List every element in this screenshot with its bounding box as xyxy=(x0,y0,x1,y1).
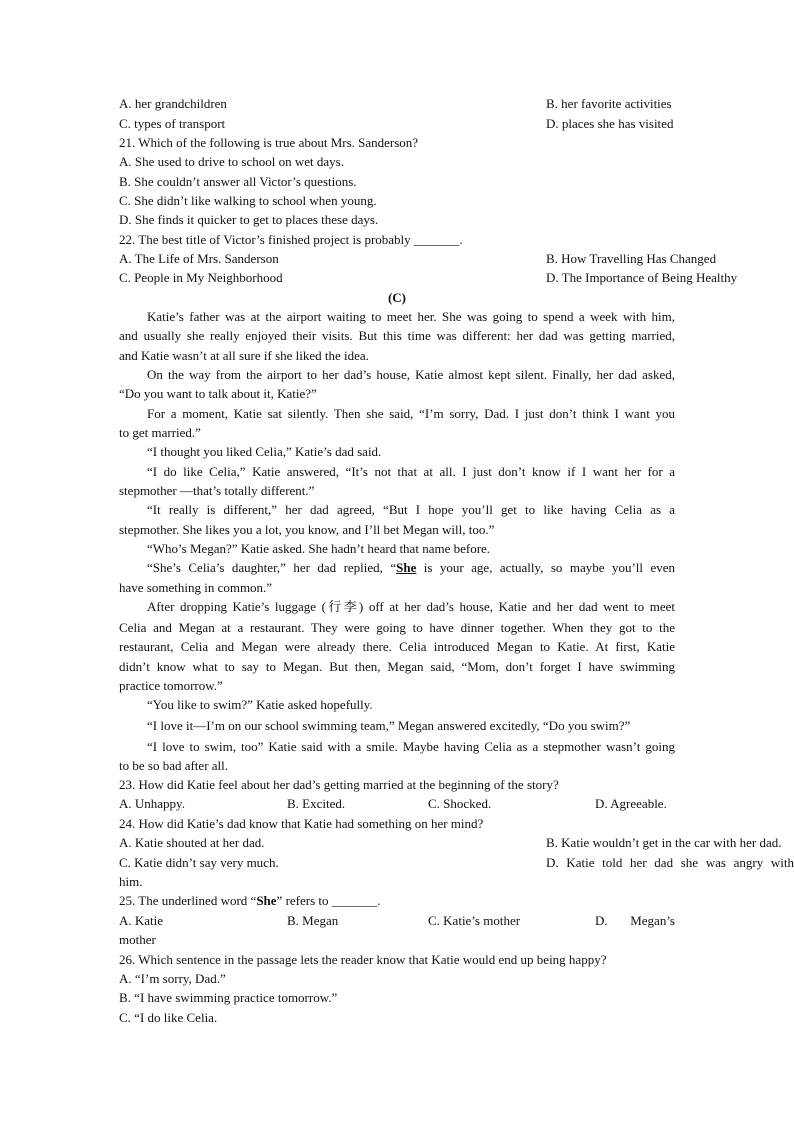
q21-option-a: A. She used to drive to school on wet days. xyxy=(119,154,344,169)
q24-stem: 24. How did Katie’s dad know that Katie had something on her mind? xyxy=(119,816,484,831)
passage-line: “You like to swim?” Katie asked hopefully. xyxy=(147,697,373,712)
passage-text: is your age, actually, so maybe you’ll even xyxy=(416,560,675,575)
q20-row-1 xyxy=(119,94,675,114)
passage-line: “I do like Celia,” Katie answered, “It’s not that at all. I just don’t know if I want her for a xyxy=(147,464,675,479)
passage-line: have something in common.” xyxy=(119,580,273,595)
q22-row-2 xyxy=(119,268,738,288)
passage-line: stepmother —that’s totally different.” xyxy=(119,483,315,498)
q24-row-1 xyxy=(119,833,782,853)
q23-option-a: A. Unhappy. xyxy=(119,796,185,811)
q24-option-d: D. Katie told her dad she was angry with xyxy=(546,855,794,870)
q25-stem-text: 25. The underlined word “ xyxy=(119,893,257,908)
q23-option-b: B. Excited. xyxy=(287,796,346,811)
q25-option-d: D. Megan’s xyxy=(595,913,675,928)
passage-line: restaurant, Celia and Megan were already there. Celia introduced Megan to Katie. At first, Katie xyxy=(119,639,675,654)
q24-option-b: B. Katie wouldn’t get in the car with her dad. xyxy=(546,835,782,850)
passage-line: to be so bad after all. xyxy=(119,758,229,773)
q21-stem: 21. Which of the following is true about Mrs. Sanderson? xyxy=(119,135,419,150)
passage-line: For a moment, Katie sat silently. Then she said, “I’m sorry, Dad. I just don’t think I want you xyxy=(147,406,675,421)
q20-row-2 xyxy=(119,114,675,134)
passage-line: “Who’s Megan?” Katie asked. She hadn’t heard that name before. xyxy=(147,541,491,556)
section-heading: (C) xyxy=(387,290,407,305)
q26-stem: 26. Which sentence in the passage lets the reader know that Katie would end up being happy? xyxy=(119,952,607,967)
q21-option-b: B. She couldn’t answer all Victor’s questions. xyxy=(119,174,357,189)
passage-line: After dropping Katie’s luggage (行李) off at her dad’s house, Katie and her dad went to meet xyxy=(147,599,675,614)
passage-line: “It really is different,” her dad agreed, “But I hope you’ll get to like having Celia as a xyxy=(147,502,675,517)
q25-option-c: C. Katie’s mother xyxy=(428,913,521,928)
passage-line: Celia and Megan at a restaurant. They were going to have dinner together. When they got to the xyxy=(119,620,675,635)
passage-line: and usually she really enjoyed their visits. But this time was different: her dad was getting married, xyxy=(119,328,675,343)
q25-option-b: B. Megan xyxy=(287,913,339,928)
passage-line-underlined-word xyxy=(147,558,675,578)
passage-line: Katie’s father was at the airport waiting to meet her. She was going to spend a week with him, xyxy=(147,309,675,324)
q21-option-d: D. She finds it quicker to get to places these days. xyxy=(119,212,379,227)
q21-option-c: C. She didn’t like walking to school when young. xyxy=(119,193,377,208)
passage-text: “She’s Celia’s daughter,” her dad replied, “ xyxy=(147,560,397,575)
passage-line: practice tomorrow.” xyxy=(119,678,223,693)
q24-option-c: C. Katie didn’t say very much. xyxy=(119,855,279,870)
q20-option-a: A. her grandchildren xyxy=(119,96,227,111)
q22-stem: 22. The best title of Victor’s finished project is probably _______. xyxy=(119,232,463,247)
q24-option-a: A. Katie shouted at her dad. xyxy=(119,835,265,850)
q20-option-c: C. types of transport xyxy=(119,116,226,131)
q22-option-c: C. People in My Neighborhood xyxy=(119,270,283,285)
q23-option-d: D. Agreeable. xyxy=(595,796,667,811)
passage-line: “I love to swim, too” Katie said with a smile. Maybe having Celia as a stepmother wasn’t going xyxy=(147,739,675,754)
passage-line: to get married.” xyxy=(119,425,201,440)
q24-row-2 xyxy=(119,853,794,873)
passage-line: On the way from the airport to her dad’s house, Katie almost kept silent. Finally, her dad asked, xyxy=(147,367,675,382)
q25-option-d-continued: mother xyxy=(119,932,156,947)
passage-line: didn’t know what to say to Megan. But then, Megan said, “Mom, don’t forget I have swimming xyxy=(119,659,675,674)
q24-option-d-continued: him. xyxy=(119,874,143,889)
q22-row-1 xyxy=(119,249,717,269)
q22-option-b: B. How Travelling Has Changed xyxy=(546,251,717,266)
passage-line: stepmother. She likes you a lot, you know, and I’ll bet Megan will, too.” xyxy=(119,522,495,537)
underlined-word-she: She xyxy=(396,560,417,575)
q23-stem: 23. How did Katie feel about her dad’s getting married at the beginning of the story? xyxy=(119,777,559,792)
q25-option-a: A. Katie xyxy=(119,913,164,928)
q25-stem-text: ” refers to _______. xyxy=(276,893,381,908)
q20-option-d: D. places she has visited xyxy=(546,116,674,131)
q25-stem-word: She xyxy=(256,893,277,908)
q20-option-b: B. her favorite activities xyxy=(546,96,672,111)
passage-line: “Do you want to talk about it, Katie?” xyxy=(119,386,317,401)
passage-line: “I thought you liked Celia,” Katie’s dad said. xyxy=(147,444,382,459)
passage-line: and Katie wasn’t at all sure if she liked the idea. xyxy=(119,348,369,363)
q22-option-d: D. The Importance of Being Healthy xyxy=(546,270,738,285)
q26-option-b: B. “I have swimming practice tomorrow.” xyxy=(119,990,338,1005)
q26-option-a: A. “I’m sorry, Dad.” xyxy=(119,971,226,986)
q25-stem xyxy=(119,891,675,911)
q23-option-c: C. Shocked. xyxy=(428,796,492,811)
q26-option-c: C. “I do like Celia. xyxy=(119,1010,218,1025)
q22-option-a: A. The Life of Mrs. Sanderson xyxy=(119,251,279,266)
passage-line: “I love it—I’m on our school swimming team,” Megan answered excitedly, “Do you swim?” xyxy=(147,718,631,733)
